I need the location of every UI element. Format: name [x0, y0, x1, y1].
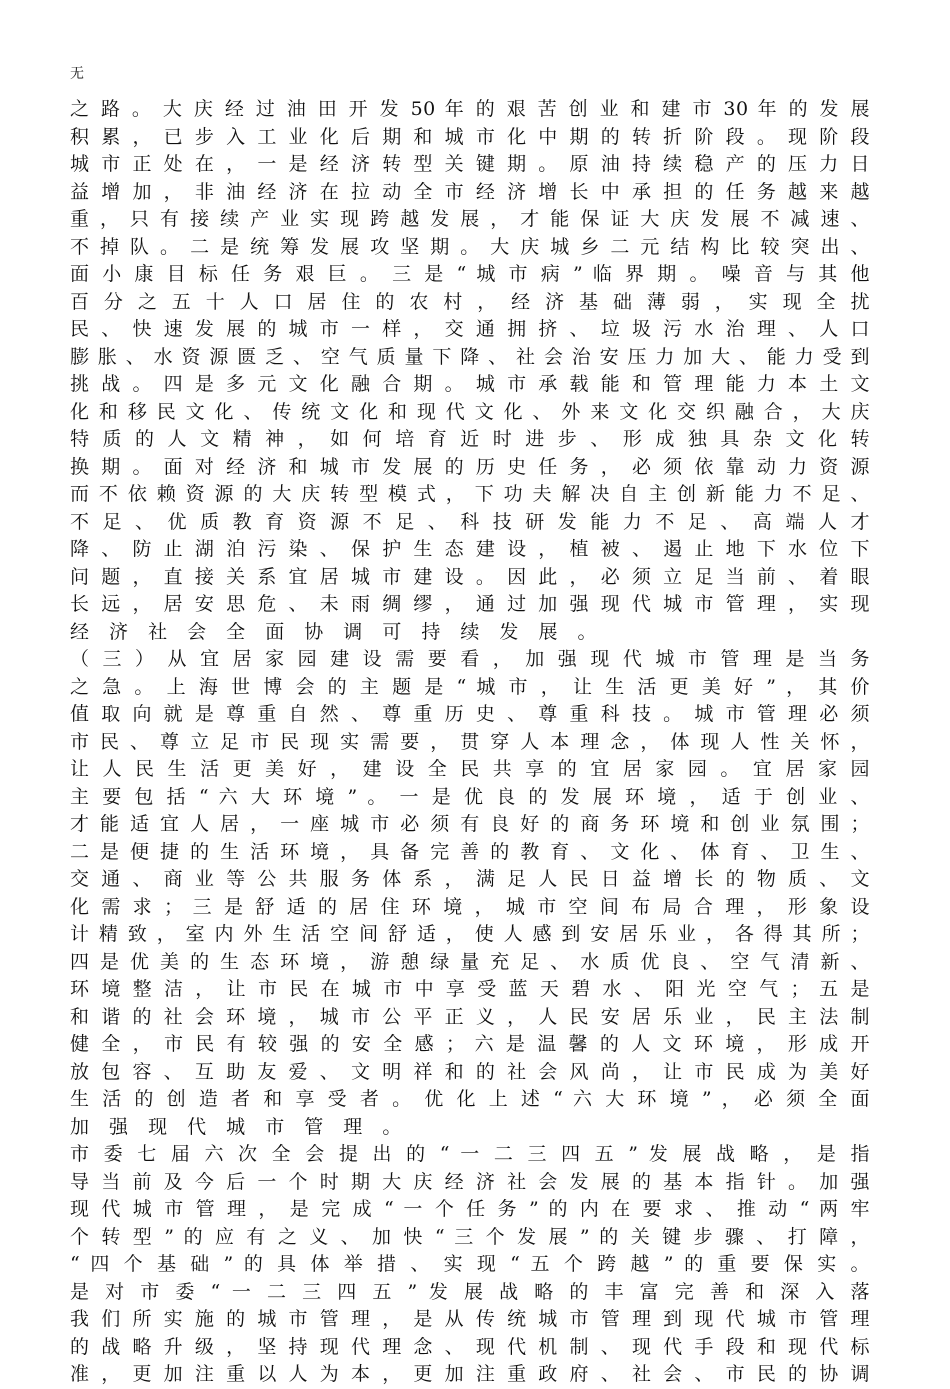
- text-line: 降 、 防 止 湖 泊 污 染 、 保 护 生 态 建 设 ， 植 被 、 遏 止 地 下 水 位 下: [70, 538, 870, 560]
- document-body: [70, 96, 870, 1389]
- paragraph-end-line: 经 济 社 会 全 面 协 调 可 持 续 发 展 。: [70, 620, 604, 643]
- text-line: 换 期 。 面 对 经 济 和 城 市 发 展 的 历 史 任 务 ， 必 须 依 靠 动 力 资 源: [70, 455, 870, 478]
- text-line: 四 是 优 美 的 生 态 环 境 ， 游 憩 绿 量 充 足 、 水 质 优 良 、 空 气 清 新 、: [70, 950, 870, 973]
- text-line: 而 不 依 赖 资 源 的 大 庆 转 型 模 式 ， 下 功 夫 解 决 自 主 创 新 能 力 不 足 、: [70, 483, 870, 505]
- text-line: 百 分 之 五 十 人 口 居 住 的 农 村 ， 经 济 基 础 薄 弱 ， 实 现 全 扰: [70, 290, 870, 313]
- text-line: 益 增 加 ， 非 油 经 济 在 拉 动 全 市 经 济 增 长 中 承 担 的 任 务 越 来 越: [70, 180, 870, 203]
- text-line: 和 谐 的 社 会 环 境 ， 城 市 公 平 正 义 ， 人 民 安 居 乐 业 ， 民 主 法 制: [70, 1005, 870, 1028]
- text-line: 环 境 整 洁 ， 让 市 民 在 城 市 中 享 受 蓝 天 碧 水 、 阳 光 空 气 ； 五 是: [70, 978, 870, 1000]
- text-line: 民 、 快 速 发 展 的 城 市 一 样 ， 交 通 拥 挤 、 垃 圾 污 水 治 理 、 人 口: [70, 318, 870, 340]
- text-line: 值 取 向 就 是 尊 重 自 然 、 尊 重 历 史 、 尊 重 科 技 。 城 市 管 理 必 须: [70, 703, 870, 725]
- text-line: 不 掉 队 。 二 是 统 筹 发 展 攻 坚 期 。 大 庆 城 乡 二 元 结 构 比 较 突 出 、: [70, 235, 870, 258]
- text-line: 长 远 ， 居 安 思 危 、 未 雨 绸 缪 ， 通 过 加 强 现 代 城 市 管 理 ， 实 现: [70, 593, 870, 615]
- text-line: 准 ， 更 加 注 重 以 人 为 本 ， 更 加 注 重 政 府 、 社 会 、 市 民 的 协 调: [70, 1363, 870, 1385]
- text-line: 城 市 正 处 在 ， 一 是 经 济 转 型 关 键 期 。 原 油 持 续 稳 产 的 压 力 日: [70, 153, 870, 175]
- text-line: 挑 战 。 四 是 多 元 文 化 融 合 期 。 城 市 承 载 能 和 管 理 能 力 本 土 文: [70, 373, 870, 395]
- text-line: 膨 胀 、 水 资 源 匮 乏 、 空 气 质 量 下 降 、 社 会 治 安 压 力 加 大 、 能 力 受 到: [70, 345, 870, 368]
- text-line: 计 精 致 ， 室 内 外 生 活 空 间 舒 适 ， 使 人 感 到 安 居 乐 业 ， 各 得 其 所 ；: [70, 923, 870, 945]
- text-line: 市 民 、 尊 立 足 市 民 现 实 需 要 ， 贯 穿 人 本 理 念 ， 体 现 人 性 关 怀 ，: [70, 730, 870, 753]
- text-line: 重 ， 只 有 接 续 产 业 实 现 跨 越 发 展 ， 才 能 保 证 大 庆 发 展 不 减 速 、: [70, 208, 870, 230]
- text-line: 健 全 ， 市 民 有 较 强 的 安 全 感 ； 六 是 温 馨 的 人 文 环 境 ， 形 成 开: [70, 1033, 870, 1055]
- text-line: 特 质 的 人 文 精 神 ， 如 何 培 育 近 时 进 步 、 形 成 独 具 杂 文 化 转: [70, 428, 870, 450]
- text-line: 才 能 适 宜 人 居 ， 一 座 城 市 必 须 有 良 好 的 商 务 环 境 和 创 业 氛 围 ；: [70, 813, 870, 835]
- text-line: 生 活 的 创 造 者 和 享 受 者 。 优 化 上 述 “ 六 大 环 境 ” ， 必 须 全 面: [70, 1088, 870, 1110]
- text-line: 化 需 求 ； 三 是 舒 适 的 居 住 环 境 ， 城 市 空 间 布 局 合 理 ， 形 象 设: [70, 895, 870, 918]
- text-line: 二 是 便 捷 的 生 活 环 境 ， 具 备 完 善 的 教 育 、 文 化 、 体 育 、 卫 生 、: [70, 840, 870, 863]
- text-line: 放 包 容 、 互 助 友 爱 、 文 明 祥 和 的 社 会 风 尚 ， 让 市 民 成 为 美 好: [70, 1060, 870, 1083]
- text-line: 个 转 型 ” 的 应 有 之 义 、 加 快 “ 三 个 发 展 ” 的 关 键 步 骤 、 打 障 ，: [70, 1225, 870, 1248]
- text-line: 之 急 。 上 海 世 博 会 的 主 题 是 “ 城 市 ， 让 生 活 更 美 好 ” ， 其 价: [70, 675, 870, 698]
- text-line: 交 通 、 商 业 等 公 共 服 务 体 系 ， 满 足 人 民 日 益 增 长 的 物 质 、 文: [70, 868, 870, 890]
- header-mark: 无: [70, 66, 84, 82]
- text-line: 面 小 康 目 标 任 务 艰 巨 。 三 是 “ 城 市 病 ” 临 界 期 。 噪 音 与 其 他: [70, 263, 870, 285]
- text-line: （ 三 ） 从 宜 居 家 园 建 设 需 要 看 ， 加 强 现 代 城 市 管 理 是 当 务: [70, 648, 870, 670]
- text-line: “ 四 个 基 础 ” 的 具 体 举 措 、 实 现 “ 五 个 跨 越 ” 的 重 要 保 实 。: [70, 1253, 870, 1275]
- text-line: 是 对 市 委 “ 一 二 三 四 五 ” 发 展 战 略 的 丰 富 完 善 和 深 入 落: [70, 1280, 870, 1303]
- paragraph-end-line: 加 强 现 代 城 市 管 理 。: [70, 1115, 409, 1138]
- text-line: 我 们 所 实 施 的 城 市 管 理 ， 是 从 传 统 城 市 管 理 到 现 代 城 市 管 理: [70, 1308, 870, 1330]
- text-line: 问 题 ， 直 接 关 系 宜 居 城 市 建 设 。 因 此 ， 必 须 立 足 当 前 、 着 眼: [70, 565, 870, 588]
- text-line: 的 战 略 升 级 ， 坚 持 现 代 理 念 、 现 代 机 制 、 现 代 手 段 和 现 代 标: [70, 1335, 870, 1358]
- text-line: 让 人 民 生 活 更 美 好 ， 建 设 全 民 共 享 的 宜 居 家 园 。 宜 居 家 园: [70, 758, 870, 780]
- text-line: 导 当 前 及 今 后 一 个 时 期 大 庆 经 济 社 会 发 展 的 基 本 指 针 。 加 强: [70, 1170, 870, 1193]
- text-line: 现 代 城 市 管 理 ， 是 完 成 “ 一 个 任 务 ” 的 内 在 要 求 、 推 动 “ 两 牢: [70, 1198, 870, 1220]
- text-line: 之 路 。 大 庆 经 过 油 田 开 发 50 年 的 艰 苦 创 业 和 建 市 30 年 的 发 展: [70, 98, 870, 120]
- text-line: 市 委 七 届 六 次 全 会 提 出 的 “ 一 二 三 四 五 ” 发 展 战 略 ， 是 指: [70, 1143, 870, 1165]
- text-line: 不 足 、 优 质 教 育 资 源 不 足 、 科 技 研 发 能 力 不 足 、 高 端 人 才: [70, 510, 870, 533]
- text-line: 化 和 移 民 文 化 、 传 统 文 化 和 现 代 文 化 、 外 来 文 化 交 织 融 合 ， 大 庆: [70, 400, 870, 423]
- text-line: 积 累 ， 已 步 入 工 业 化 后 期 和 城 市 化 中 期 的 转 折 阶 段 。 现 阶 段: [70, 125, 870, 148]
- text-line: 主 要 包 括 “ 六 大 环 境 ” 。 一 是 优 良 的 发 展 环 境 ， 适 于 创 业 、: [70, 785, 870, 808]
